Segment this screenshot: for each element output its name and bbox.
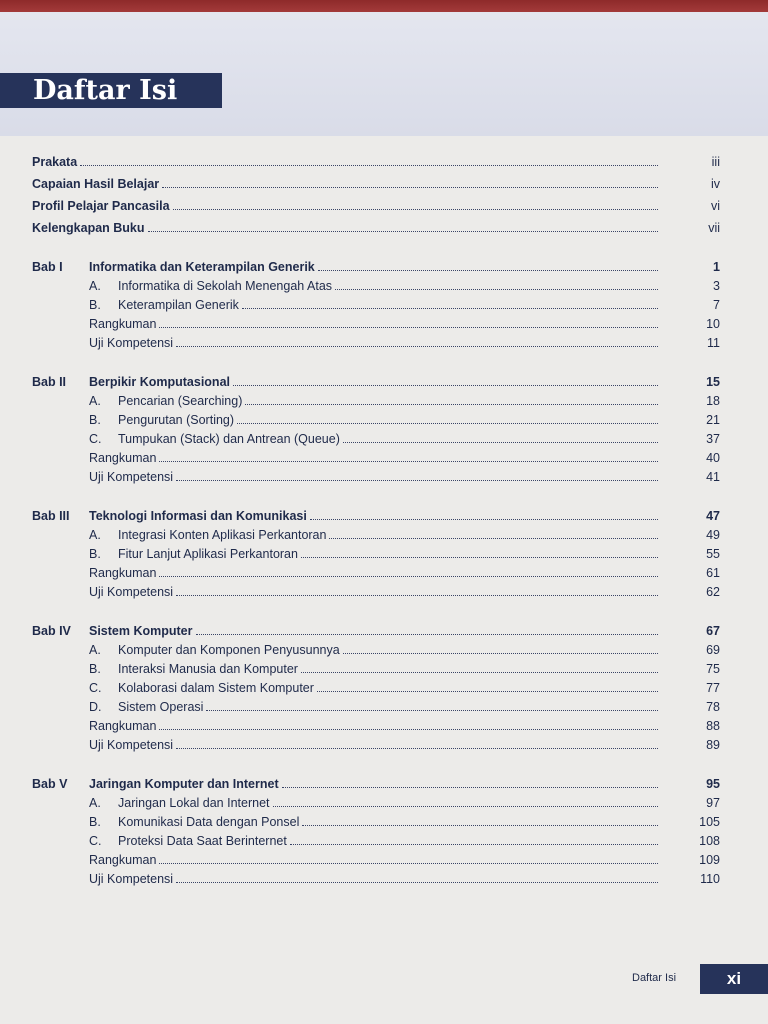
- chapter-number: Bab IV: [32, 624, 71, 638]
- page-number: 109: [699, 853, 720, 867]
- page-number: 18: [706, 394, 720, 408]
- section-letter: B.: [89, 815, 101, 829]
- dot-leader: [301, 672, 658, 673]
- dot-leader: [273, 806, 659, 807]
- chapter-entry[interactable]: [32, 368, 722, 390]
- dot-leader: [196, 634, 659, 635]
- entry-title: Prakata: [32, 155, 78, 169]
- page-top-edge: [0, 0, 768, 12]
- chapter-entry[interactable]: [32, 770, 722, 792]
- dot-leader: [159, 729, 658, 730]
- entry-title: Uji Kompetensi: [89, 872, 174, 886]
- entry-title: Rangkuman: [89, 853, 157, 867]
- dot-leader: [282, 787, 658, 788]
- entry-title: Rangkuman: [89, 719, 157, 733]
- section-letter: A.: [89, 643, 101, 657]
- section-letter: B.: [89, 413, 101, 427]
- section-letter: A.: [89, 528, 101, 542]
- entry-title: Profil Pelajar Pancasila: [32, 199, 170, 213]
- section-letter: B.: [89, 662, 101, 676]
- dot-leader: [148, 231, 658, 232]
- page-number: 62: [706, 585, 720, 599]
- dot-leader: [176, 595, 658, 596]
- dot-leader: [162, 187, 658, 188]
- dot-leader: [176, 882, 658, 883]
- rangkuman-entry[interactable]: [32, 715, 722, 734]
- section-entry[interactable]: [32, 811, 722, 830]
- section-letter: C.: [89, 681, 102, 695]
- entry-title: Sistem Komputer: [89, 624, 193, 638]
- entry-title: Pengurutan (Sorting): [118, 413, 235, 427]
- dot-leader: [173, 209, 658, 210]
- section-entry[interactable]: [32, 658, 722, 677]
- page-number: vii: [708, 221, 720, 235]
- entry-title: Kelengkapan Buku: [32, 221, 145, 235]
- dot-leader: [206, 710, 658, 711]
- rangkuman-entry[interactable]: [32, 313, 722, 332]
- dot-leader: [176, 748, 658, 749]
- page-number: 11: [707, 336, 720, 350]
- dot-leader: [176, 480, 658, 481]
- entry-title: Interaksi Manusia dan Komputer: [118, 662, 298, 676]
- section-entry[interactable]: [32, 409, 722, 428]
- section-entry[interactable]: [32, 677, 722, 696]
- section-letter: B.: [89, 298, 101, 312]
- page-number: 41: [706, 470, 720, 484]
- page-number: 47: [706, 509, 720, 523]
- page-number: vi: [710, 199, 720, 213]
- section-letter: D.: [89, 700, 102, 714]
- page-number: 55: [706, 547, 720, 561]
- section-gap: [32, 600, 722, 617]
- dot-leader: [335, 289, 658, 290]
- chapter-entry[interactable]: [32, 502, 722, 524]
- entry-title: Tumpukan (Stack) dan Antrean (Queue): [118, 432, 340, 446]
- entry-title: Uji Kompetensi: [89, 336, 174, 350]
- page-number: 3: [713, 279, 720, 293]
- entry-title: Integrasi Konten Aplikasi Perkantoran: [118, 528, 327, 542]
- title-box: [0, 73, 222, 108]
- dot-leader: [233, 385, 658, 386]
- section-gap: [32, 351, 722, 368]
- dot-leader: [343, 442, 658, 443]
- section-entry[interactable]: [32, 792, 722, 811]
- front-matter-entry[interactable]: [32, 170, 722, 192]
- front-matter-entry[interactable]: [32, 192, 722, 214]
- page-number: 108: [699, 834, 720, 848]
- page-number: 40: [706, 451, 720, 465]
- section-entry[interactable]: [32, 696, 722, 715]
- entry-title: Informatika di Sekolah Menengah Atas: [118, 279, 333, 293]
- dot-leader: [245, 404, 658, 405]
- table-of-contents: [32, 148, 722, 887]
- page-title: Daftar Isi: [33, 75, 178, 106]
- chapter-number: Bab III: [32, 509, 70, 523]
- chapter-number: Bab I: [32, 260, 63, 274]
- uji-kompetensi-entry[interactable]: [32, 332, 722, 351]
- section-entry[interactable]: [32, 275, 722, 294]
- section-letter: B.: [89, 547, 101, 561]
- entry-title: Berpikir Komputasional: [89, 375, 230, 389]
- dot-leader: [237, 423, 658, 424]
- entry-title: Komputer dan Komponen Penyusunnya: [118, 643, 340, 657]
- dot-leader: [329, 538, 658, 539]
- entry-title: Informatika dan Keterampilan Generik: [89, 260, 315, 274]
- page-number: 10: [706, 317, 720, 331]
- entry-title: Uji Kompetensi: [89, 738, 174, 752]
- page-number: 1: [713, 260, 720, 274]
- chapter-entry[interactable]: [32, 617, 722, 639]
- dot-leader: [290, 844, 658, 845]
- page-number: 49: [706, 528, 720, 542]
- section-entry[interactable]: [32, 294, 722, 313]
- uji-kompetensi-entry[interactable]: [32, 581, 722, 600]
- page-number: 77: [706, 681, 720, 695]
- entry-title: Sistem Operasi: [118, 700, 204, 714]
- dot-leader: [159, 576, 658, 577]
- chapter-number: Bab II: [32, 375, 67, 389]
- page-number: 75: [706, 662, 720, 676]
- section-letter: A.: [89, 796, 101, 810]
- entry-title: Pencarian (Searching): [118, 394, 243, 408]
- section-gap: [32, 236, 722, 253]
- section-entry[interactable]: [32, 830, 722, 849]
- rangkuman-entry[interactable]: [32, 447, 722, 466]
- dot-leader: [318, 270, 658, 271]
- dot-leader: [343, 653, 658, 654]
- dot-leader: [302, 825, 658, 826]
- entry-title: Teknologi Informasi dan Komunikasi: [89, 509, 307, 523]
- page-number: 7: [713, 298, 720, 312]
- entry-title: Proteksi Data Saat Berinternet: [118, 834, 287, 848]
- section-entry[interactable]: [32, 639, 722, 658]
- page-number: 37: [706, 432, 720, 446]
- page-number: 89: [706, 738, 720, 752]
- dot-leader: [242, 308, 658, 309]
- section-letter: A.: [89, 394, 101, 408]
- footer-label: Daftar Isi: [632, 972, 677, 984]
- dot-leader: [80, 165, 658, 166]
- dot-leader: [159, 327, 658, 328]
- page-number: 67: [706, 624, 720, 638]
- rangkuman-entry[interactable]: [32, 562, 722, 581]
- section-gap: [32, 485, 722, 502]
- uji-kompetensi-entry[interactable]: [32, 734, 722, 753]
- uji-kompetensi-entry[interactable]: [32, 466, 722, 485]
- section-gap: [32, 753, 722, 770]
- rangkuman-entry[interactable]: [32, 849, 722, 868]
- section-letter: C.: [89, 432, 102, 446]
- entry-title: Kolaborasi dalam Sistem Komputer: [118, 681, 314, 695]
- entry-title: Komunikasi Data dengan Ponsel: [118, 815, 300, 829]
- uji-kompetensi-entry[interactable]: [32, 868, 722, 887]
- page-number: 88: [706, 719, 720, 733]
- entry-title: Rangkuman: [89, 566, 157, 580]
- entry-title: Uji Kompetensi: [89, 585, 174, 599]
- footer-page-number: xi: [700, 964, 768, 994]
- section-letter: A.: [89, 279, 101, 293]
- entry-title: Fitur Lanjut Aplikasi Perkantoran: [118, 547, 298, 561]
- page-number: iii: [711, 155, 720, 169]
- page-number: 97: [706, 796, 720, 810]
- dot-leader: [317, 691, 658, 692]
- page-number: 105: [699, 815, 720, 829]
- dot-leader: [159, 461, 658, 462]
- page-number: 95: [706, 777, 720, 791]
- entry-title: Jaringan Lokal dan Internet: [118, 796, 270, 810]
- entry-title: Keterampilan Generik: [118, 298, 239, 312]
- page-number: 69: [706, 643, 720, 657]
- section-entry[interactable]: [32, 543, 722, 562]
- front-matter-entry[interactable]: [32, 214, 722, 236]
- front-matter-entry[interactable]: [32, 148, 722, 170]
- dot-leader: [176, 346, 658, 347]
- section-letter: C.: [89, 834, 102, 848]
- section-entry[interactable]: [32, 390, 722, 409]
- dot-leader: [310, 519, 658, 520]
- section-entry[interactable]: [32, 428, 722, 447]
- entry-title: Capaian Hasil Belajar: [32, 177, 160, 191]
- dot-leader: [301, 557, 658, 558]
- page-number: 21: [706, 413, 720, 427]
- entry-title: Rangkuman: [89, 317, 157, 331]
- page-number: iv: [710, 177, 720, 191]
- chapter-entry[interactable]: [32, 253, 722, 275]
- chapter-number: Bab V: [32, 777, 68, 791]
- entry-title: Uji Kompetensi: [89, 470, 174, 484]
- entry-title: Rangkuman: [89, 451, 157, 465]
- page-number: 78: [706, 700, 720, 714]
- page-number: 61: [706, 566, 720, 580]
- page-number: 110: [700, 872, 720, 886]
- entry-title: Jaringan Komputer dan Internet: [89, 777, 279, 791]
- dot-leader: [159, 863, 658, 864]
- page-number: 15: [706, 375, 720, 389]
- section-entry[interactable]: [32, 524, 722, 543]
